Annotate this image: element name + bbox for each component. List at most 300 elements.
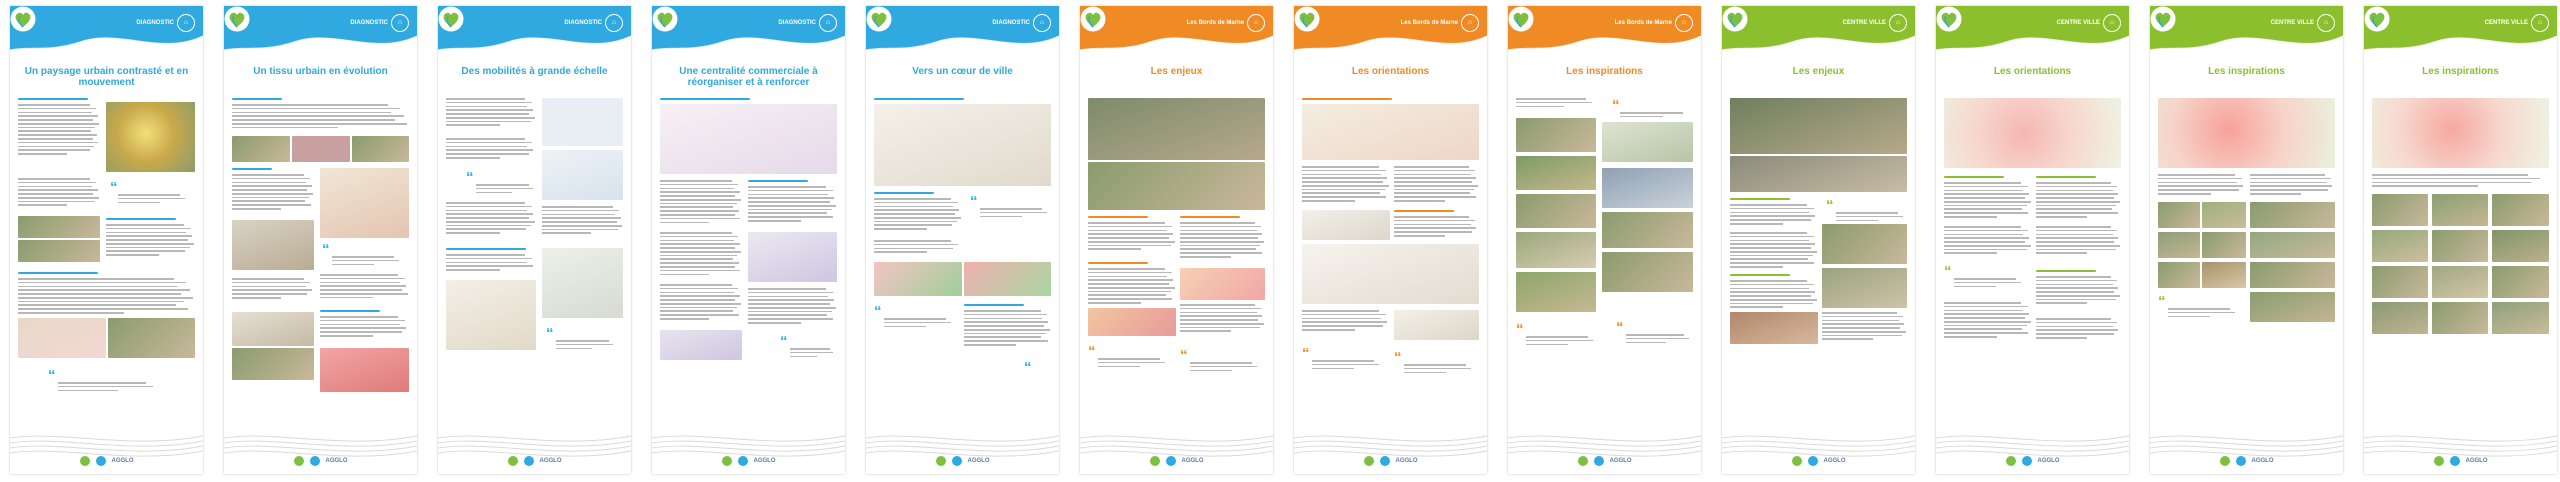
- text-line: [446, 153, 529, 155]
- panel-header: [1080, 6, 1273, 54]
- text-line: [106, 228, 191, 230]
- panel-content: [18, 98, 195, 428]
- text-line: [542, 225, 622, 227]
- text-line: [106, 250, 185, 252]
- text-line: [1302, 318, 1381, 320]
- quote-mark: “: [1944, 263, 1952, 280]
- illustration: [964, 262, 1051, 296]
- text-line: [2158, 193, 2211, 195]
- map-illustration: [106, 102, 195, 172]
- illustration: [1302, 244, 1479, 304]
- photo: [2372, 230, 2428, 262]
- text-block: [1394, 216, 1479, 239]
- text-line: [556, 348, 592, 350]
- poster-panel: [1722, 6, 1915, 474]
- photo: [2492, 230, 2549, 262]
- text-line: [1394, 227, 1476, 229]
- text-line: [874, 240, 951, 242]
- panel-content: [2158, 98, 2335, 428]
- text-block: [332, 256, 402, 267]
- map-illustration: [542, 150, 623, 200]
- text-line: [660, 292, 734, 294]
- text-line: [18, 297, 193, 299]
- text-line: [320, 327, 406, 329]
- map-illustration: [2158, 98, 2335, 168]
- text-line: [2036, 329, 2118, 331]
- text-line: [1730, 258, 1808, 260]
- text-block: [476, 184, 536, 195]
- text-line: [18, 286, 177, 288]
- text-line: [2036, 280, 2117, 282]
- text-block: [1730, 232, 1818, 270]
- text-line: [1954, 286, 1996, 288]
- text-block: [1944, 226, 2032, 256]
- photo: [2432, 230, 2488, 262]
- subheading-bar: [1394, 210, 1454, 212]
- subheading-bar: [748, 180, 808, 182]
- quote-mark: “: [322, 241, 330, 258]
- text-line: [1730, 243, 1815, 245]
- text-line: [2036, 252, 2087, 254]
- text-line: [1626, 342, 1666, 344]
- text-line: [446, 102, 532, 104]
- photo: [232, 348, 314, 380]
- quote-mark: “: [1826, 197, 1834, 214]
- panel-header: [1508, 6, 1701, 54]
- text-line: [232, 289, 312, 291]
- text-line: [2250, 185, 2332, 187]
- text-line: [446, 202, 525, 204]
- footer-wave-line: [1508, 436, 1701, 441]
- illustration: [1180, 268, 1265, 300]
- text-line: [232, 104, 388, 106]
- text-line: [320, 316, 398, 318]
- footer-wave-line: [1936, 441, 2129, 446]
- text-line: [2036, 249, 2116, 251]
- text-line: [1394, 216, 1469, 218]
- text-line: [1098, 358, 1160, 360]
- text-line: [660, 236, 738, 238]
- header-badge: [2057, 14, 2121, 32]
- footer-waves: [438, 430, 631, 474]
- text-line: [1730, 223, 1783, 225]
- text-block: [980, 208, 1050, 219]
- text-line: [660, 251, 741, 253]
- text-line: [1526, 344, 1568, 346]
- text-block: [1404, 364, 1474, 375]
- panel-header: [438, 6, 631, 54]
- text-line: [476, 184, 529, 186]
- text-line: [332, 256, 394, 258]
- text-line: [2036, 205, 2116, 207]
- text-line: [1944, 328, 2022, 330]
- text-line: [964, 329, 1050, 331]
- panel-footer: [1294, 430, 1487, 474]
- panel-footer: [224, 430, 417, 474]
- text-line: [18, 127, 95, 129]
- text-line: [748, 292, 833, 294]
- subheading-bar: [1180, 216, 1240, 218]
- text-line: [1088, 272, 1172, 274]
- text-line: [1180, 312, 1257, 314]
- partner-logo-icon: [294, 456, 304, 466]
- text-line: [476, 192, 512, 194]
- text-line: [18, 308, 188, 310]
- text-line: [1822, 316, 1903, 318]
- footer-wave-line: [224, 436, 417, 441]
- text-line: [232, 189, 307, 191]
- text-line: [446, 124, 500, 126]
- text-line: [660, 203, 737, 205]
- text-line: [1626, 338, 1689, 340]
- text-line: [446, 221, 535, 223]
- panel-title: Les enjeux: [1150, 66, 1203, 77]
- text-line: [1822, 335, 1902, 337]
- text-line: [1302, 174, 1381, 176]
- quote-mark: “: [2158, 293, 2166, 310]
- text-block: [1180, 304, 1265, 334]
- badge-icon: ⌂: [605, 14, 623, 32]
- footer-logo-text: AGGLO: [753, 458, 776, 464]
- text-line: [1836, 212, 1898, 214]
- panel-header: [652, 6, 845, 54]
- header-label: DIAGNOSTIC: [350, 20, 388, 26]
- text-line: [1394, 235, 1445, 237]
- panel-header: [866, 6, 1059, 54]
- text-line: [232, 204, 311, 206]
- text-line: [18, 115, 98, 117]
- poster-panel: [2150, 6, 2343, 474]
- text-line: [660, 243, 740, 245]
- text-line: [232, 108, 400, 110]
- footer-logo-text: AGGLO: [1609, 458, 1632, 464]
- text-line: [2036, 216, 2087, 218]
- footer-wave-line: [438, 441, 631, 446]
- poster-panel: [10, 6, 203, 474]
- text-line: [884, 326, 926, 328]
- text-line: [748, 296, 828, 298]
- panel-title: Vers un cœur de ville: [912, 66, 1013, 77]
- text-line: [2036, 284, 2113, 286]
- text-block: [874, 198, 962, 232]
- panel-title: Une centralité commerciale à réorganiser et à renforcer: [679, 66, 818, 88]
- text-line: [748, 194, 828, 196]
- panel-footer: [10, 430, 203, 474]
- text-line: [18, 186, 92, 188]
- text-line: [1088, 230, 1167, 232]
- badge-icon: ⌂: [2103, 14, 2121, 32]
- text-line: [1394, 185, 1478, 187]
- footer-logo-text: AGGLO: [539, 458, 562, 464]
- map-illustration: [542, 248, 623, 318]
- text-line: [1944, 216, 1997, 218]
- text-line: [106, 254, 159, 256]
- poster-panel: [1936, 6, 2129, 474]
- footer-waves: [1936, 430, 2129, 474]
- photo: [1516, 232, 1596, 268]
- text-line: [1302, 329, 1355, 331]
- illustration: [874, 262, 962, 296]
- text-line: [1302, 200, 1355, 202]
- header-label: DIAGNOSTIC: [992, 20, 1030, 26]
- text-line: [1730, 299, 1817, 301]
- text-line: [18, 104, 90, 106]
- text-line: [1730, 303, 1813, 305]
- text-block: [2168, 308, 2238, 319]
- text-line: [2036, 276, 2111, 278]
- text-line: [232, 127, 338, 129]
- photo: [232, 136, 290, 162]
- text-line: [1944, 193, 2029, 195]
- text-line: [1730, 266, 1783, 268]
- text-line: [232, 197, 309, 199]
- text-line: [1190, 362, 1252, 364]
- text-block: [964, 310, 1051, 348]
- map-illustration: [232, 220, 314, 270]
- text-line: [2036, 212, 2118, 214]
- text-line: [446, 258, 532, 260]
- text-line: [18, 123, 99, 125]
- text-line: [542, 229, 618, 231]
- text-line: [106, 239, 188, 241]
- footer-logos: [866, 456, 1059, 466]
- text-line: [1944, 249, 2027, 251]
- photo: [292, 136, 350, 162]
- text-block: [446, 202, 536, 236]
- text-line: [1088, 302, 1141, 304]
- text-block: [320, 316, 409, 339]
- footer-wave-line: [1936, 446, 2129, 451]
- text-line: [1944, 197, 2025, 199]
- text-line: [1730, 204, 1807, 206]
- photo: [2202, 202, 2246, 228]
- footer-wave-line: [224, 446, 417, 451]
- text-line: [446, 138, 525, 140]
- text-block: [2372, 174, 2549, 189]
- footer-wave-line: [1294, 441, 1487, 446]
- text-line: [660, 255, 737, 257]
- footer-wave-line: [1080, 441, 1273, 446]
- text-block: [1954, 278, 2024, 289]
- text-line: [660, 295, 740, 297]
- text-line: [1394, 196, 1476, 198]
- text-line: [660, 288, 738, 290]
- text-line: [1730, 280, 1807, 282]
- text-line: [874, 202, 958, 204]
- photo: [1730, 312, 1818, 344]
- text-line: [1302, 314, 1386, 316]
- text-line: [748, 209, 832, 211]
- text-block: [232, 174, 314, 212]
- text-line: [232, 208, 281, 210]
- text-line: [660, 180, 732, 182]
- text-block: [748, 186, 837, 224]
- map-illustration: [446, 280, 536, 350]
- header-label: DIAGNOSTIC: [778, 20, 816, 26]
- partner-logo-icon: [524, 456, 534, 466]
- text-line: [1730, 291, 1815, 293]
- text-line: [446, 254, 525, 256]
- text-line: [2250, 193, 2301, 195]
- panel-content: [1944, 98, 2121, 428]
- text-line: [446, 157, 500, 159]
- heart-logo-icon: [1936, 6, 1962, 32]
- text-line: [1730, 232, 1807, 234]
- footer-waves: [2364, 430, 2557, 474]
- photo: [2202, 262, 2246, 288]
- text-line: [1944, 234, 2023, 236]
- partner-logo-icon: [96, 456, 106, 466]
- subheading-bar: [232, 98, 282, 100]
- footer-waves: [866, 430, 1059, 474]
- text-line: [1836, 220, 1878, 222]
- photo: [1822, 268, 1907, 308]
- text-line: [1180, 304, 1255, 306]
- text-line: [542, 214, 615, 216]
- text-line: [874, 244, 958, 246]
- photo: [2250, 202, 2335, 228]
- poster-panel: [652, 6, 845, 474]
- partner-logo-icon: [310, 456, 320, 466]
- text-block: [874, 240, 962, 255]
- text-line: [748, 307, 836, 309]
- map-illustration: [1302, 104, 1479, 160]
- text-line: [1730, 219, 1811, 221]
- text-line: [446, 106, 527, 108]
- quote-mark: “: [1180, 347, 1188, 364]
- text-block: [1088, 268, 1176, 306]
- photo: [2492, 266, 2549, 298]
- text-line: [1302, 185, 1389, 187]
- badge-icon: ⌂: [1247, 14, 1265, 32]
- text-line: [446, 262, 527, 264]
- subheading-bar: [1730, 198, 1790, 200]
- footer-waves: [1294, 430, 1487, 474]
- text-block: [1944, 182, 2032, 220]
- text-block: [660, 180, 742, 225]
- heart-logo-icon: [1722, 6, 1748, 32]
- panel-title: Les orientations: [1993, 66, 2072, 77]
- text-line: [446, 146, 527, 148]
- text-line: [232, 293, 307, 295]
- header-label: Les Bords de Marne: [1186, 20, 1244, 26]
- text-line: [790, 348, 830, 350]
- heart-logo-icon: [1080, 6, 1106, 32]
- text-line: [1394, 170, 1475, 172]
- text-line: [2036, 302, 2087, 304]
- poster-panel: [438, 6, 631, 474]
- text-block: [556, 340, 616, 351]
- text-line: [1180, 323, 1264, 325]
- text-line: [660, 222, 709, 224]
- text-line: [1944, 237, 2029, 239]
- text-line: [18, 204, 67, 206]
- text-line: [660, 284, 732, 286]
- text-line: [18, 178, 90, 180]
- header-badge: [1187, 14, 1265, 32]
- panel-title: Les orientations: [1351, 66, 1430, 77]
- header-badge: [2271, 14, 2335, 32]
- text-block: [118, 194, 188, 205]
- footer-logo-text: AGGLO: [1181, 458, 1204, 464]
- text-line: [980, 212, 1047, 214]
- text-line: [2036, 193, 2118, 195]
- text-line: [748, 190, 833, 192]
- text-line: [2036, 234, 2113, 236]
- text-line: [660, 307, 737, 309]
- partner-logo-icon: [2220, 456, 2230, 466]
- text-line: [1394, 231, 1472, 233]
- footer-wave-line: [2150, 436, 2343, 441]
- photo: [2158, 202, 2200, 228]
- text-line: [18, 108, 96, 110]
- partner-logo-icon: [1594, 456, 1604, 466]
- text-line: [1730, 215, 1815, 217]
- text-line: [1944, 317, 2025, 319]
- partner-logo-icon: [1166, 456, 1176, 466]
- text-line: [1088, 226, 1172, 228]
- photo: [1822, 224, 1907, 264]
- text-line: [1302, 196, 1386, 198]
- text-line: [874, 251, 927, 253]
- text-line: [118, 198, 185, 200]
- text-line: [1394, 189, 1474, 191]
- text-block: [2036, 318, 2121, 341]
- text-line: [106, 243, 194, 245]
- panel-title: Les inspirations: [2422, 66, 2499, 77]
- footer-wave-line: [652, 441, 845, 446]
- text-line: [320, 324, 400, 326]
- text-line: [1404, 368, 1471, 370]
- text-line: [542, 217, 621, 219]
- text-line: [1730, 288, 1809, 290]
- badge-icon: ⌂: [1033, 14, 1051, 32]
- photo: [2492, 194, 2549, 226]
- text-line: [874, 221, 957, 223]
- footer-logo-text: AGGLO: [111, 458, 134, 464]
- text-line: [1730, 284, 1814, 286]
- text-line: [446, 232, 500, 234]
- photo: [1088, 162, 1265, 210]
- text-line: [874, 213, 955, 215]
- text-line: [1088, 268, 1165, 270]
- text-line: [1180, 327, 1260, 329]
- text-block: [1526, 336, 1596, 347]
- text-line: [232, 115, 404, 117]
- text-line: [446, 149, 533, 151]
- text-line: [2158, 178, 2242, 180]
- text-block: [1822, 312, 1907, 342]
- footer-wave-line: [1080, 436, 1273, 441]
- text-line: [18, 146, 94, 148]
- subheading-bar: [660, 98, 750, 100]
- text-line: [556, 344, 613, 346]
- text-line: [1944, 186, 2028, 188]
- text-block: [18, 278, 195, 316]
- panel-header: [1936, 6, 2129, 54]
- text-line: [18, 142, 98, 144]
- text-line: [1394, 181, 1472, 183]
- text-line: [874, 224, 952, 226]
- text-block: [18, 104, 100, 157]
- text-block: [790, 348, 835, 359]
- footer-wave-line: [438, 436, 631, 441]
- text-line: [446, 265, 533, 267]
- text-line: [446, 121, 531, 123]
- text-line: [320, 297, 373, 299]
- badge-icon: ⌂: [177, 14, 195, 32]
- badge-icon: ⌂: [2317, 14, 2335, 32]
